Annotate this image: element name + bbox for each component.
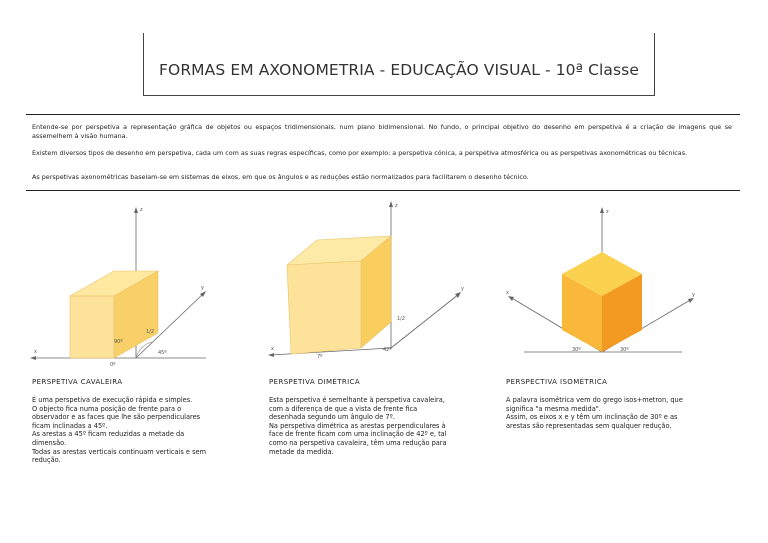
cube-front-face [70, 296, 114, 358]
text-line: como na perspetiva cavaleira, têm uma redução para [269, 438, 447, 447]
text-line: dimensão. [32, 438, 67, 447]
cavaleira-text [32, 396, 206, 465]
intro-paragraph-1: Entende-se por perspetiva a representação gráfica de objetos ou espaços tridimensionais, num plano bidimensional. No fundo, o principal objetivo do desenho em perspetiva é a criação de imagens que se assemelhem à visão humana. [32, 123, 732, 140]
x-label: x [506, 290, 509, 296]
text-line: O objecto fica numa posição de frente para o [32, 404, 182, 413]
angle-7-label: 7º [317, 354, 323, 360]
text-line: significa "a mesma medida". [506, 404, 601, 413]
intro-section [26, 114, 740, 191]
cavaleira-title: PERSPETIVA CAVALEIRA [32, 378, 123, 386]
y-label: y [201, 285, 204, 291]
angle-45-label: 45º [158, 350, 167, 356]
z-arrow [134, 207, 138, 213]
reduction-label: 1/2 [397, 316, 406, 322]
cube-front-face [287, 261, 361, 354]
text-line: As arestas a 45º ficam reduzidas a metade da [32, 430, 185, 439]
text-line: desenhada segundo um ângulo de 7º. [269, 413, 395, 422]
y-label: y [461, 286, 464, 292]
z-label: z [395, 203, 398, 209]
intro-paragraph-3: As perspetivas axonométricas baseiam-se em sistemas de eixos, em que os ângulos e as reduções estão normalizados para facilitarem o desenho técnico. [32, 173, 529, 181]
text-line: É uma perspetiva de execução rápida e simples. [32, 396, 193, 404]
z-label: z [140, 207, 143, 213]
y-arrow [455, 292, 461, 298]
x-label: x [34, 349, 37, 355]
angle-42-label: 42º [383, 347, 392, 353]
z-arrow [389, 201, 393, 207]
text-line: Esta perspetiva é semelhante à perspetiva cavaleira, [269, 396, 445, 404]
dimetrica-figure [265, 198, 475, 363]
y-arrow [688, 298, 694, 303]
z-arrow [600, 207, 604, 213]
text-line: observador e as faces que lhe são perpendiculares [32, 413, 201, 422]
text-line: com a diferença de que a vista de frente fica [269, 404, 418, 413]
angle-0-label: 0º [110, 362, 116, 368]
x-label: x [271, 346, 274, 352]
angle-left-label: 30º [572, 347, 581, 353]
page-title: FORMAS EM AXONOMETRIA - EDUCAÇÃO VISUAL - 10ª Classe [159, 61, 639, 79]
isometrica-figure [502, 204, 712, 364]
reduction-label: 1/2 [146, 329, 155, 335]
title-box [143, 33, 655, 96]
y-label: y [692, 292, 695, 298]
text-line: metade da medida. [269, 447, 334, 456]
text-line: face de frente ficam com uma inclinação de 42º e, tal [269, 430, 447, 439]
isometrica-title: PERSPECTIVA ISOMÉTRICA [506, 378, 608, 386]
x-arrow [268, 353, 274, 357]
angle-right-label: 30º [620, 347, 629, 353]
text-line: Assim, os eixos x e y têm um inclinação de 30º e as [506, 413, 678, 422]
text-line: Todas as arestas verticais continuam verticais e sem [32, 447, 206, 456]
text-line: A palavra isométrica vem do grego isos+metron, que [506, 396, 683, 404]
isometrica-text [506, 396, 683, 430]
cavaleira-figure [28, 205, 233, 370]
text-line: Na perspetiva dimétrica as arestas perpendiculares à [269, 421, 446, 430]
dimetrica-text [269, 396, 447, 456]
text-line: ficam inclinadas a 45º. [32, 421, 108, 430]
text-line: arestas são representadas sem qualquer redução. [506, 421, 672, 430]
angle-90-label: 90º [114, 339, 123, 345]
x-arrow [508, 296, 514, 301]
x-arrow [30, 356, 36, 360]
text-line: redução. [32, 456, 61, 465]
z-label: z [606, 209, 609, 215]
intro-paragraph-2: Existem diversos tipos de desenho em perspetiva, cada um com as suas regras específicas, como por exemplo: a perspetiva cónica, a perspetiva atmosférica ou as perspetivas axonométricas ou técnicas. [32, 149, 688, 157]
dimetrica-title: PERSPETIVA DIMÉTRICA [269, 378, 361, 386]
